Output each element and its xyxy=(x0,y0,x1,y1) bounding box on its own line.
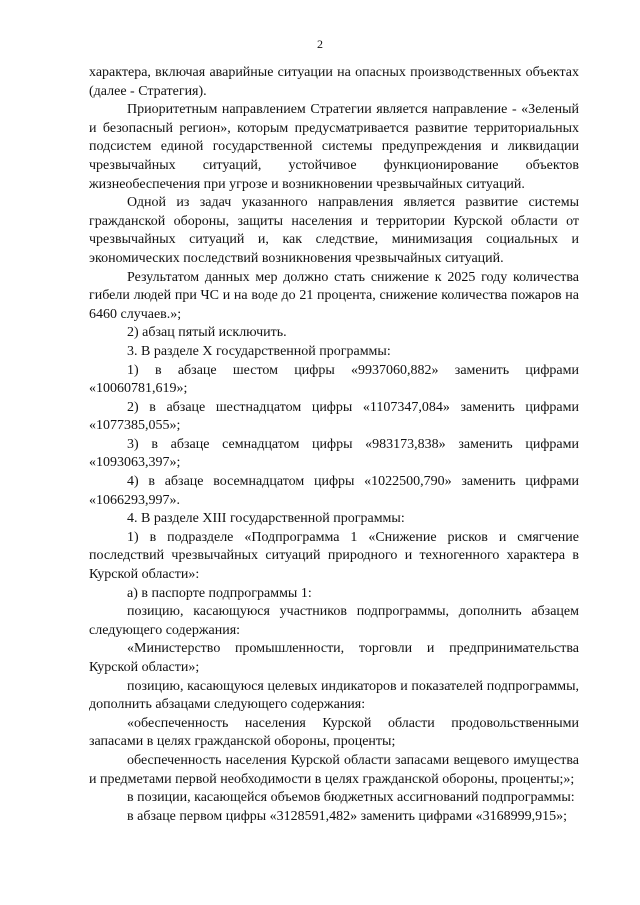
paragraph-passport-subprogram: а) в паспорте подпрограммы 1: xyxy=(127,585,312,601)
paragraph-section-xiii-heading: 4. В разделе XIII государственной программы: xyxy=(127,511,405,527)
paragraph-section-x-item-3: 3) в абзаце семнадцатом цифры «983173,838» заменить цифрами «1093063,397»; xyxy=(89,436,579,471)
paragraph-priority-direction: Приоритетным направлением Стратегии является направление - «Зеленый и безопасный регион», которым предусматривается развитие территориальных подсистем единой государственной системы предупреждения и ликвидации чрезвычайных ситуаций, устойчивое функционирование объектов жизнеобеспечения при угрозе и возникновении чрезвычайных ситуаций. xyxy=(89,102,579,192)
paragraph-section-x-item-1: 1) в абзаце шестом цифры «9937060,882» заменить цифрами «10060781,619»; xyxy=(89,362,579,397)
paragraph-subprogram-1: 1) в подразделе «Подпрограмма 1 «Снижение рисков и смягчение последствий чрезвычайных ситуаций природного и техногенного характера в Курской области»: xyxy=(89,529,579,583)
paragraph-section-x-heading: 3. В разделе X государственной программы: xyxy=(127,343,391,359)
paragraph-strategy-continuation: характера, включая аварийные ситуации на опасных производственных объектах (далее - Стратегия). xyxy=(89,65,579,99)
paragraph-item-2-exclude: 2) абзац пятый исключить. xyxy=(127,325,287,341)
paragraph-property-supplies-indicator: обеспеченность населения Курской области запасами вещевого имущества и предметами первой необходимости в целях гражданской обороны, проценты;»; xyxy=(89,752,579,787)
paragraph-section-x-item-2: 2) в абзаце шестнадцатом цифры «1107347,084» заменить цифрами «1077385,055»; xyxy=(89,399,579,434)
document-body xyxy=(89,64,579,826)
paragraph-expected-results: Результатом данных мер должно стать снижение к 2025 году количества гибели людей при ЧС и на воде до 21 процента, снижение количества пожаров на 6460 случаев.»; xyxy=(89,269,579,322)
paragraph-first-abzac-figures: в абзаце первом цифры «3128591,482» заменить цифрами «3168999,915»; xyxy=(127,808,567,824)
paragraph-indicators-position: позицию, касающуюся целевых индикаторов и показателей подпрограммы, дополнить абзацами следующего содержания: xyxy=(89,678,579,713)
paragraph-ministry-name: «Министерство промышленности, торговли и предпринимательства Курской области»; xyxy=(89,641,579,675)
paragraph-participants-position: позицию, касающуюся участников подпрограммы, дополнить абзацем следующего содержания: xyxy=(89,604,579,638)
paragraph-budget-allocations-position: в позиции, касающейся объемов бюджетных ассигнований подпрограммы: xyxy=(127,790,575,806)
page-number: 2 xyxy=(317,37,323,51)
paragraph-section-x-item-4: 4) в абзаце восемнадцатом цифры «1022500,790» заменить цифрами «1066293,997». xyxy=(89,474,579,508)
paragraph-civil-defense-task: Одной из задач указанного направления является развитие системы гражданской обороны, защиты населения и территории Курской области от чрезвычайных ситуаций и, как следствие, минимизация социальных и экономических последствий возникновения чрезвычайных ситуаций. xyxy=(89,195,579,266)
paragraph-food-supplies-indicator: «обеспеченность населения Курской области продовольственными запасами в целях гражданской обороны, проценты; xyxy=(89,715,579,750)
